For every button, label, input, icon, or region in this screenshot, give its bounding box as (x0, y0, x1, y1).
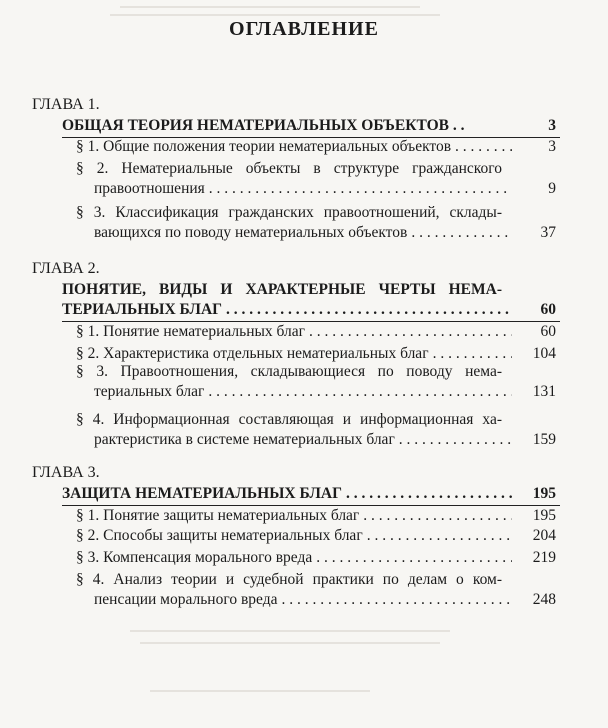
toc-entry: § 4. Анализ теории и судебной практики по делам о ком- пенсации морального вреда . . . 248 (76, 570, 556, 610)
toc-entry: § 2. Нематериальные объекты в структуре гражданского правоотношения . . . 9 (76, 159, 556, 199)
toc-entry: § 1. Понятие защиты нематериальных благ . . . 195 (76, 506, 556, 526)
chapter-label: ГЛАВА 1. (32, 96, 100, 113)
chapter-heading: ЗАЩИТА НЕМАТЕРИАЛЬНЫХ БЛАГ . . . 195 (62, 484, 556, 504)
show-through (140, 642, 440, 644)
chapter-label: ГЛАВА 3. (32, 464, 100, 481)
show-through (110, 14, 440, 16)
toc-entry: § 1. Общие положения теории нематериальных объектов . . . 3 (76, 137, 556, 157)
show-through (120, 6, 420, 8)
chapter-label: ГЛАВА 2. (32, 260, 100, 277)
toc-entry: § 3. Классификация гражданских правоотношений, склады- вающихся по поводу нематериальных объектов . . . 37 (76, 203, 556, 243)
page-title: ОГЛАВЛЕНИЕ (229, 18, 379, 40)
show-through (130, 630, 450, 632)
toc-entry: § 2. Характеристика отдельных нематериальных благ . . . 104 (76, 344, 556, 364)
toc-entry: § 2. Способы защиты нематериальных благ . . . 204 (76, 526, 556, 546)
chapter-heading: ПОНЯТИЕ, ВИДЫ И ХАРАКТЕРНЫЕ ЧЕРТЫ НЕМА- ТЕРИАЛЬНЫХ БЛАГ . . . 60 (62, 280, 556, 320)
chapter-heading: ОБЩАЯ ТЕОРИЯ НЕМАТЕРИАЛЬНЫХ ОБЪЕКТОВ . . 3 (62, 117, 556, 134)
show-through (150, 690, 370, 692)
toc-entry: § 3. Правоотношения, складывающиеся по поводу нема- териальных благ . . . 131 (76, 362, 556, 402)
toc-entry: § 1. Понятие нематериальных благ . . . 60 (76, 322, 556, 342)
toc-entry: § 3. Компенсация морального вреда . . . 219 (76, 548, 556, 568)
toc-entry: § 4. Информационная составляющая и информационная ха- рактеристика в системе нематериальных благ . . . 159 (76, 410, 556, 450)
